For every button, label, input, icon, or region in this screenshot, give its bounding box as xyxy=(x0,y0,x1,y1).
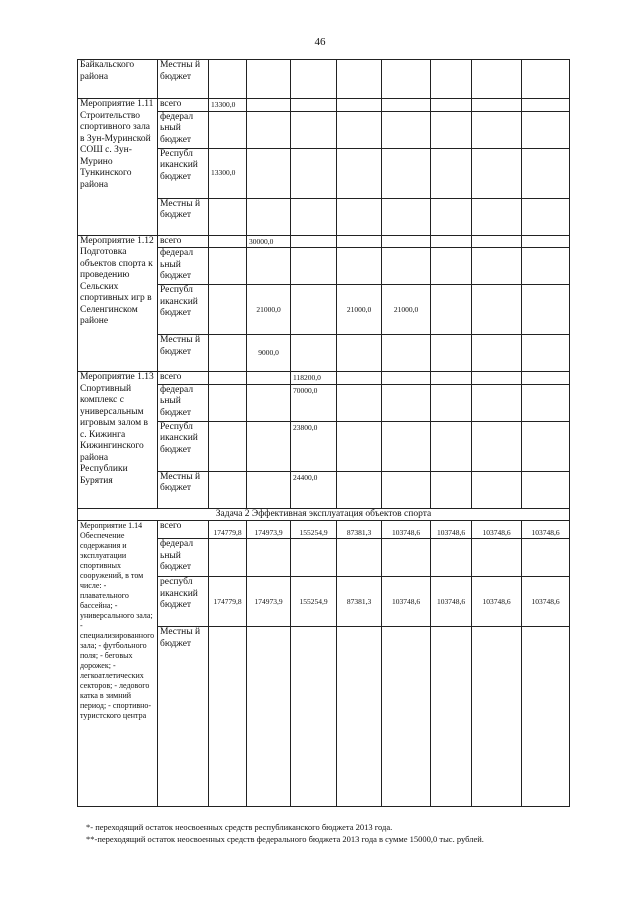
value-cell: 103748,6 xyxy=(382,521,431,539)
table-row xyxy=(78,235,570,248)
task-heading: Задача 2 Эффективная эксплуатация объектов спорта xyxy=(78,508,570,521)
value-cell: 21000,0 xyxy=(337,285,382,335)
value-cell: 155254,9 xyxy=(291,521,337,539)
value-cell: 103748,6 xyxy=(522,521,570,539)
row-name-m112: Мероприятие 1.12 Подготовка объектов спорта к проведению Сельских спортивных игр в Селенгинском районе xyxy=(78,235,158,372)
source-total: всего xyxy=(158,521,209,539)
page-number: 46 xyxy=(314,36,326,48)
value-cell: 103748,6 xyxy=(382,577,431,627)
table-row xyxy=(78,372,570,385)
source-republic: Республ иканский бюджет xyxy=(158,421,209,471)
value-cell: 103748,6 xyxy=(522,577,570,627)
value-cell: 174779,8 xyxy=(209,577,247,627)
source-federal: федерал ьный бюджет xyxy=(158,111,209,148)
source-local: Местны й бюджет xyxy=(158,198,209,235)
value-cell: 30000,0 xyxy=(247,235,291,248)
budget-table xyxy=(77,59,570,807)
value-cell: 13300,0 xyxy=(209,99,247,112)
value-cell: 21000,0 xyxy=(247,285,291,335)
value-cell: 87381,3 xyxy=(337,521,382,539)
row-name-baikal: Байкальского района xyxy=(78,60,158,99)
value-cell: 174779,8 xyxy=(209,521,247,539)
source-total: всего xyxy=(158,372,209,385)
source-local: Местны й бюджет xyxy=(158,627,209,807)
footnote-republic: *- переходящий остаток неосвоенных средств республиканского бюджета 2013 года. xyxy=(86,822,393,832)
source-federal: федерал ьный бюджет xyxy=(158,539,209,577)
value-cell: 103748,6 xyxy=(472,577,522,627)
value-cell: 87381,3 xyxy=(337,577,382,627)
source-republic: республ иканский бюджет xyxy=(158,577,209,627)
value-cell: 24400,0 xyxy=(291,471,337,508)
source-republic: Республ иканский бюджет xyxy=(158,285,209,335)
table-row xyxy=(78,60,570,99)
value-cell: 155254,9 xyxy=(291,577,337,627)
value-cell: 103748,6 xyxy=(431,521,472,539)
table-row xyxy=(78,508,570,521)
source-total: всего xyxy=(158,235,209,248)
table-row xyxy=(78,521,570,539)
footnote-federal: **-переходящий остаток неосвоенных средств федерального бюджета 2013 года в сумме 15000,0 тыс. рублей. xyxy=(86,834,484,844)
value-cell: 118200,0 xyxy=(291,372,337,385)
source-local: Местны й бюджет xyxy=(158,471,209,508)
table-row xyxy=(78,99,570,112)
value-cell: 9000,0 xyxy=(247,335,291,372)
value-cell: 103748,6 xyxy=(431,577,472,627)
value-cell: 174973,9 xyxy=(247,521,291,539)
source-local: Местны й бюджет xyxy=(158,60,209,99)
source-federal: федерал ьный бюджет xyxy=(158,384,209,421)
value-cell: 13300,0 xyxy=(209,148,247,198)
source-local: Местны й бюджет xyxy=(158,335,209,372)
value-cell: 21000,0 xyxy=(382,285,431,335)
row-name-m114: Мероприятие 1.14 Обеспечение содержания и эксплуатации спортивных сооружений, в том числе: - плавательного бассейна; - универсального зала; - специализированного зала; - футбольного поля; - беговых дорожек; - легкоатлетических секторов; - ледового катка в зимний период; - спортивно-туристского центра xyxy=(78,521,158,807)
row-name-m111: Мероприятие 1.11 Строительство спортивного зала в Зун-Муринской СОШ с. Зун-Мурино Тункинского района xyxy=(78,99,158,236)
value-cell: 174973,9 xyxy=(247,577,291,627)
value-cell: 103748,6 xyxy=(472,521,522,539)
source-republic: Республ иканский бюджет xyxy=(158,148,209,198)
row-name-m113: Мероприятие 1.13 Спортивный комплекс с универсальным игровым залом в с. Кижинга Кижингинского района Республики Бурятия xyxy=(78,372,158,509)
value-cell: 23800,0 xyxy=(291,421,337,471)
footnotes xyxy=(86,821,484,845)
source-federal: федерал ьный бюджет xyxy=(158,248,209,285)
value-cell: 70000,0 xyxy=(291,384,337,421)
source-total: всего xyxy=(158,99,209,112)
